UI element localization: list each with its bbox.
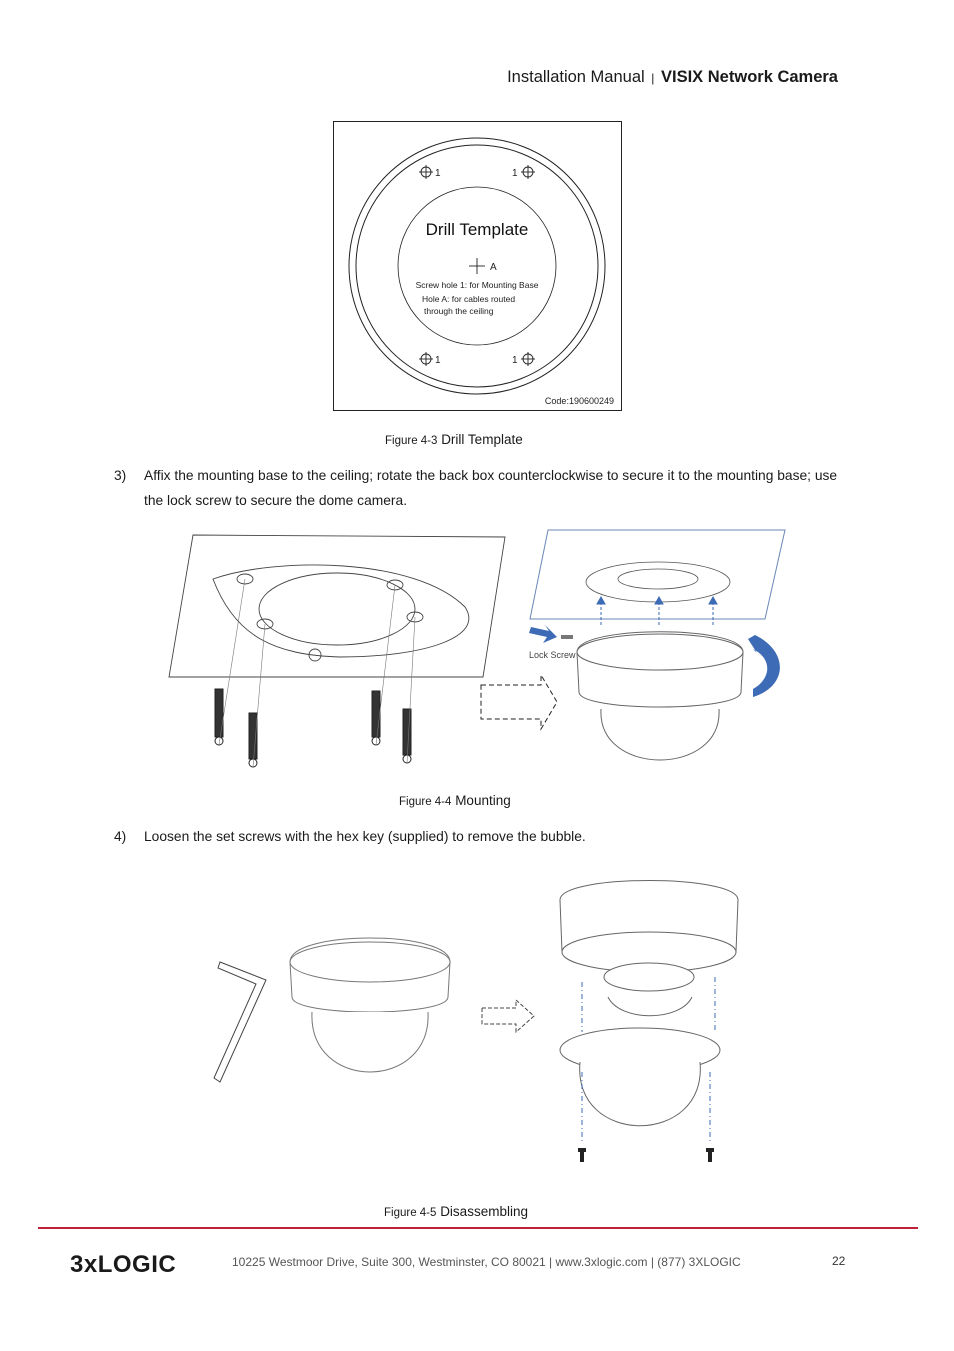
template-code: Code:190600249 bbox=[544, 396, 614, 406]
header-separator: | bbox=[651, 71, 655, 85]
step-text: Affix the mounting base to the ceiling; rotate the back box counterclockwise to secure it to the mounting base; use the lock screw to secure the dome camera. bbox=[144, 468, 838, 508]
hole-label-br: 1 bbox=[512, 355, 518, 366]
manual-title: Installation Manual bbox=[507, 68, 645, 86]
drill-template-title: Drill Template bbox=[425, 220, 529, 239]
exploded-bubble bbox=[560, 1028, 720, 1126]
mounting-figure bbox=[165, 527, 790, 777]
figure-4-3-caption bbox=[385, 432, 523, 447]
dome-camera bbox=[577, 632, 743, 760]
hole-label-tr: 1 bbox=[512, 168, 518, 179]
figure-title: Drill Template bbox=[441, 432, 523, 447]
figure-number: Figure 4-5 bbox=[384, 1207, 437, 1219]
figure-number: Figure 4-3 bbox=[385, 435, 438, 447]
hole-a-label: A bbox=[490, 262, 497, 273]
base-right bbox=[586, 562, 730, 602]
figure-4-4-caption bbox=[399, 793, 511, 808]
wall-anchors bbox=[215, 579, 415, 767]
figure-4-5-caption bbox=[384, 1204, 528, 1219]
exploded-back-box bbox=[560, 881, 738, 1016]
footer-rule bbox=[38, 1227, 918, 1229]
step-4 bbox=[114, 824, 874, 850]
ceiling-right bbox=[530, 530, 785, 619]
disassembling-figure bbox=[210, 872, 745, 1177]
product-name: VISIX Network Camera bbox=[661, 68, 838, 86]
footer-address: 10225 Westmoor Drive, Suite 300, Westminster, CO 80021 | www.3xlogic.com | (877) 3XLOGIC bbox=[232, 1255, 741, 1269]
page-header bbox=[507, 68, 838, 87]
3xlogic-logo bbox=[70, 1248, 206, 1276]
template-note-1: Screw hole 1: for Mounting Base bbox=[415, 280, 539, 290]
drill-template-figure bbox=[333, 121, 622, 411]
lock-screw bbox=[561, 635, 573, 639]
assembled-dome bbox=[290, 938, 450, 1072]
figure-number: Figure 4-4 bbox=[399, 796, 452, 808]
lock-screw-label: Lock Screw bbox=[529, 650, 576, 660]
direction-arrow bbox=[482, 1000, 534, 1032]
hole-label-tl: 1 bbox=[435, 168, 441, 179]
direction-arrow bbox=[481, 675, 557, 729]
set-screws bbox=[578, 1148, 714, 1162]
page-number: 22 bbox=[832, 1254, 846, 1268]
step-number: 4) bbox=[114, 829, 127, 844]
rotate-arrow bbox=[748, 635, 780, 697]
template-note-3: through the ceiling bbox=[424, 306, 494, 316]
hex-key bbox=[214, 962, 266, 1082]
ceiling-with-base bbox=[169, 535, 505, 677]
figure-title: Disassembling bbox=[440, 1204, 528, 1219]
step-text: Loosen the set screws with the hex key (supplied) to remove the bubble. bbox=[144, 829, 586, 844]
hole-label-bl: 1 bbox=[435, 355, 441, 366]
lock-screw-arrow bbox=[529, 625, 557, 643]
step-number: 3) bbox=[114, 468, 127, 483]
step-3 bbox=[114, 463, 874, 515]
alignment-arrows bbox=[597, 597, 717, 627]
figure-title: Mounting bbox=[455, 793, 511, 808]
logo-text: 3xLOGIC bbox=[70, 1251, 177, 1276]
template-note-2: Hole A: for cables routed bbox=[422, 294, 516, 304]
